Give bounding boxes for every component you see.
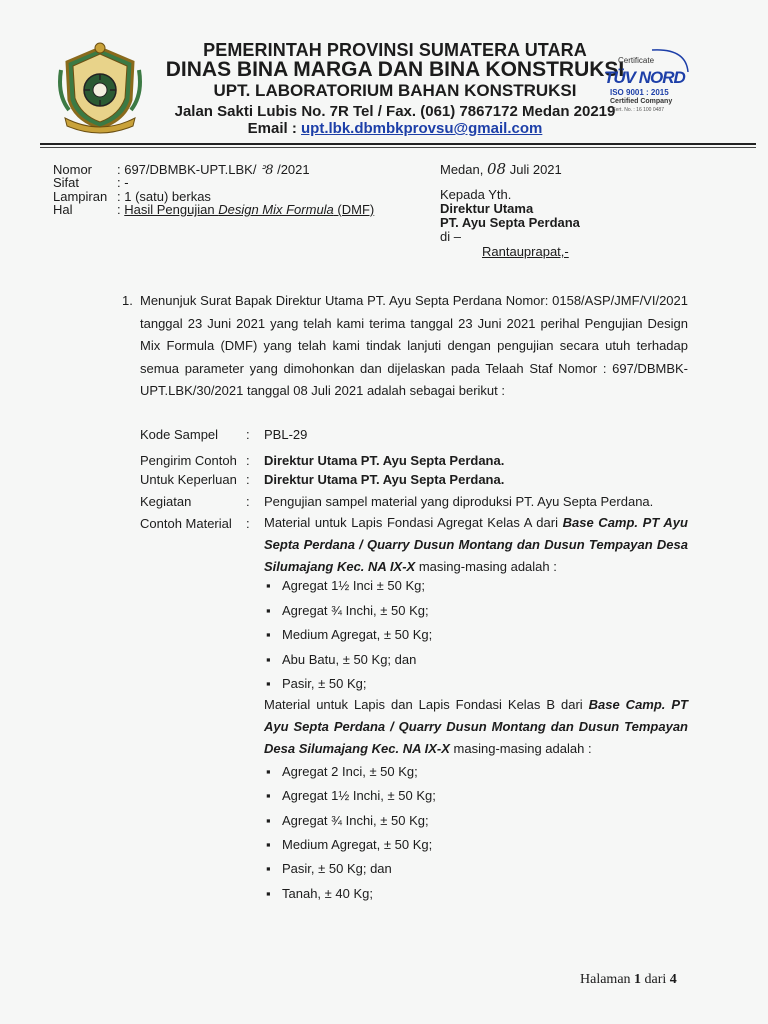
bullet-icon: ▪ — [266, 788, 271, 804]
material-a-list-text: Agregat ¾ Inchi, ± 50 Kg; — [282, 602, 429, 618]
bullet-icon: ▪ — [266, 578, 271, 593]
material-b-list-text: Agregat ¾ Inchi, ± 50 Kg; — [282, 812, 429, 828]
kode-colon: : — [246, 427, 250, 442]
kepada-label: Kepada Yth. — [440, 187, 512, 202]
recipient-title: Direktur Utama — [440, 201, 534, 216]
material-a-list-item — [266, 676, 366, 691]
material-a-list-item — [266, 627, 432, 642]
material-b-list-text: Agregat 2 Inci, ± 50 Kg; — [282, 764, 418, 779]
cert-title: Certificate — [618, 56, 655, 65]
lampiran-label: Lampiran — [53, 189, 108, 204]
material-b-list-item — [266, 813, 429, 828]
email-label: Email : — [247, 120, 297, 137]
bullet-icon: ▪ — [266, 602, 271, 618]
nomor-handwritten: ᐣ8 — [260, 163, 274, 178]
date-line — [440, 160, 562, 178]
hal-label: Hal — [53, 202, 73, 217]
header-email — [115, 120, 675, 137]
cert-iso: ISO 9001 : 2015 — [610, 88, 669, 97]
email-link[interactable]: upt.lbk.dbmbkprovsu@gmail.com — [301, 120, 543, 137]
kegiatan-label: Kegiatan — [140, 494, 192, 509]
bullet-icon: ▪ — [266, 836, 271, 852]
material-b-list-text: Pasir, ± 50 Kg; dan — [282, 861, 392, 877]
material-b-list-text: Medium Agregat, ± 50 Kg; — [282, 836, 433, 852]
nomor-suffix: /2021 — [277, 162, 310, 177]
bullet-icon: ▪ — [266, 651, 271, 667]
bullet-icon: ▪ — [266, 812, 271, 828]
kode-value: PBL-29 — [264, 427, 308, 442]
kegiatan-colon: : — [246, 494, 250, 509]
cert-certified: Certified Company — [610, 98, 673, 105]
nomor-value — [117, 163, 310, 177]
material-colon: : — [246, 516, 250, 531]
bullet-icon: ▪ — [266, 676, 271, 691]
material-b-description: Material untuk Lapis dan Lapis Fondasi Kelas B dari Base Camp. PT Ayu Septa Perdana / Quarry Dusun Montang dan Dusun Tempayan Desa Silumajang Kec. NA IX-X masing-masing adalah : — [264, 697, 688, 756]
page-number: Halaman 1 dari 4 — [580, 972, 677, 987]
material-b-list-item — [266, 788, 436, 803]
hal-value — [117, 203, 374, 216]
recipient-city: Rantauprapat,- — [482, 244, 569, 259]
pengirim-colon: : — [246, 453, 250, 468]
bullet-icon: ▪ — [266, 861, 271, 877]
body-paragraph-1 — [122, 290, 688, 403]
material-a-list-text: Pasir, ± 50 Kg; — [282, 676, 367, 691]
material-b-list-item — [266, 837, 432, 852]
hal-colon: : — [117, 202, 121, 217]
nomor-label: Nomor — [53, 162, 93, 177]
paragraph-text: Menunjuk Surat Bapak Direktur Utama PT. Ayu Septa Perdana Nomor: 0158/ASP/JMF/VI/2021 tanggal 23 Juni 2021 yang telah kami terima tanggal 23 Juni 2021 perihal Pengujian Design Mix Formula (DMF) yang telah kami tindak lanjuti dengan pengujian secara utuh terhadap semua parameter yang dimohonkan dan dijelaskan pada Telaah Staf Nomor : 697/DBMBK-UPT.LBK/30/2021 tanggal 08 Juli 2021 adalah sebagai berikut : — [140, 293, 688, 398]
material-a-description: Material untuk Lapis Fondasi Agregat Kelas A dari Base Camp. PT Ayu Septa Perdana / Quarry Dusun Montang dan Dusun Tempayan Desa Silumajang Kec. NA IX-X masing-masing adalah : — [264, 515, 688, 574]
bullet-icon: ▪ — [266, 885, 271, 901]
material-a-list-text: Medium Agregat, ± 50 Kg; — [282, 627, 433, 642]
material-a-list-item — [266, 578, 425, 593]
sifat-label: Sifat — [53, 175, 80, 190]
cert-number: Cert. No. : 16 100 0487 — [612, 107, 664, 113]
header-line-1: PEMERINTAH PROVINSI SUMATERA UTARA — [203, 40, 587, 60]
kegiatan-value: Pengujian sampel material yang diproduksi PT. Ayu Septa Perdana. — [264, 494, 654, 509]
date-month-year: Juli 2021 — [509, 162, 562, 177]
pengirim-value: Direktur Utama PT. Ayu Septa Perdana. — [264, 453, 505, 468]
date-day-handwritten: 08 — [487, 160, 507, 178]
material-b-list-item — [266, 861, 392, 876]
keperluan-value: Direktur Utama PT. Ayu Septa Perdana. — [264, 472, 505, 487]
recipient-di: di – — [440, 229, 461, 244]
material-a-list-item — [266, 652, 416, 667]
material-a-list-item — [266, 603, 429, 618]
cert-brand: TÜV NORD — [604, 68, 685, 87]
paragraph-number: 1. — [122, 293, 133, 308]
tuv-nord-certificate-icon — [600, 42, 700, 122]
header-address: Jalan Sakti Lubis No. 7R Tel / Fax. (061) 7867172 Medan 20219 — [174, 103, 616, 120]
header-divider-thin — [40, 147, 756, 148]
header-line-2: DINAS BINA MARGA DAN BINA KONSTRUKSI — [165, 58, 625, 81]
keperluan-label: Untuk Keperluan — [140, 472, 237, 487]
material-b-list-text: Tanah, ± 40 Kg; — [282, 885, 373, 901]
bullet-icon: ▪ — [266, 764, 271, 779]
material-a-list-text: Agregat 1½ Inci ± 50 Kg; — [282, 578, 425, 593]
lampiran-value: : 1 (satu) berkas — [117, 189, 211, 204]
nomor-prefix: : 697/DBMBK-UPT.LBK/ — [117, 162, 257, 177]
recipient-company: PT. Ayu Septa Perdana — [440, 215, 580, 230]
bullet-icon: ▪ — [266, 627, 271, 642]
material-a-list-text: Abu Batu, ± 50 Kg; dan — [282, 651, 417, 667]
header-divider — [40, 143, 756, 145]
material-b-list-item — [266, 886, 373, 901]
hal-subject: Hasil Pengujian Design Mix Formula (DMF) — [124, 202, 375, 217]
material-b-list-text: Agregat 1½ Inchi, ± 50 Kg; — [282, 788, 436, 804]
kode-label: Kode Sampel — [140, 427, 219, 442]
sifat-value: : - — [117, 175, 129, 190]
material-label: Contoh Material — [140, 516, 232, 531]
material-a-source: Base Camp. PT Ayu Septa Perdana / Quarry Dusun Montang dan Dusun Tempayan Desa Silumajang Kec. NA IX-X — [264, 515, 688, 574]
material-b-source: Base Camp. PT Ayu Septa Perdana / Quarry Dusun Montang dan Dusun Tempayan Desa Silumajang Kec. NA IX-X — [264, 697, 688, 756]
keperluan-colon: : — [246, 472, 250, 487]
pengirim-label: Pengirim Contoh — [140, 453, 237, 468]
material-b-list-item — [266, 764, 418, 779]
date-place: Medan, — [440, 162, 484, 177]
header-line-3: UPT. LABORATORIUM BAHAN KONSTRUKSI — [213, 81, 577, 100]
